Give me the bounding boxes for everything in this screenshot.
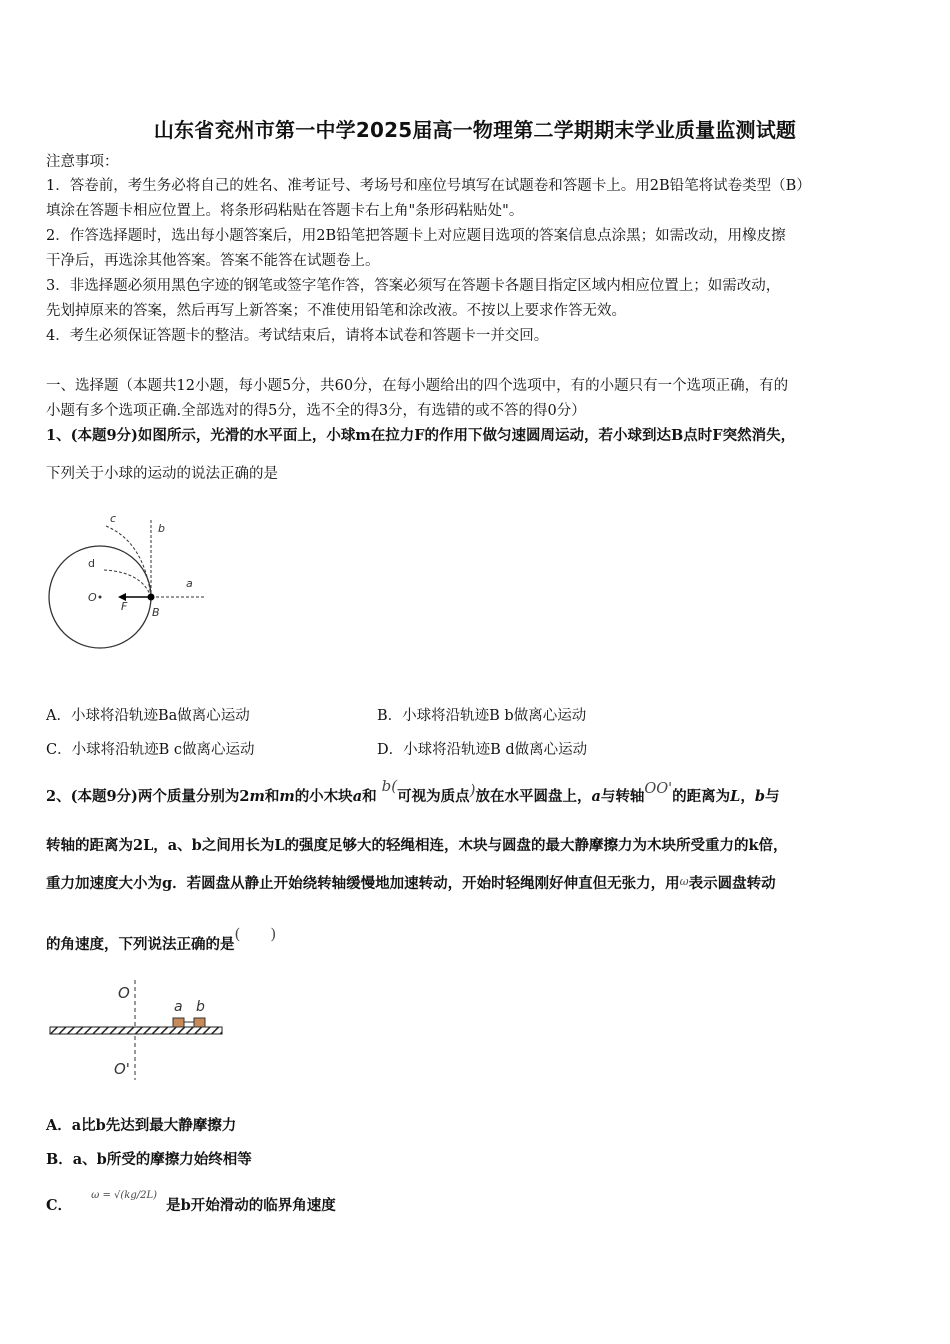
label-c: c [110, 512, 117, 525]
q2-var-m2: m [279, 788, 295, 805]
q2-text: 的距离为 [672, 788, 731, 805]
notes-line: 填涂在答题卡相应位置上。将条形码粘贴在答题卡右上角"条形码粘贴处"。 [46, 203, 524, 219]
trajectory-d [104, 570, 151, 597]
ball-m [148, 594, 155, 601]
block-b [194, 1018, 205, 1027]
label-F: F [121, 600, 128, 613]
label-d: d [88, 557, 95, 570]
q2-var-L: L [730, 788, 741, 805]
q2-option-c-prefix: C． [46, 1197, 73, 1214]
center-point [99, 596, 102, 599]
q2-close-paren: ) [469, 781, 476, 799]
q2-var-a2: a [591, 788, 601, 805]
q1-option-d[interactable]: D．小球将沿轨迹B d做离心运动 [377, 742, 588, 758]
question-1-figure [44, 512, 214, 657]
notes-line: 干净后，再选涂其他答案。答案不能答在试题卷上。 [46, 253, 380, 269]
q2-text: 的角速度，下列说法正确的是 [46, 936, 235, 953]
question-1-stem-cont: 下列关于小球的运动的说法正确的是 [46, 466, 278, 482]
q2-text: 和 [264, 788, 280, 805]
question-1-stem: 1、(本题9分)如图所示，光滑的水平面上，小球m在拉力F的作用下做匀速圆周运动，若小球到达B点时F突然消失， [46, 427, 796, 444]
label-b: b [158, 522, 165, 535]
q2-text: 和 [362, 788, 377, 805]
section-heading: 一、选择题（本题共12小题，每小题5分，共60分，在每小题给出的四个选项中，有的小题只有一个选项正确，有的 [46, 378, 789, 394]
label-O-top: O [118, 984, 130, 1002]
q2-option-b[interactable]: B．a、b所受的摩擦力始终相等 [46, 1151, 252, 1168]
label-O: O [88, 591, 97, 604]
q2-text: 的小木块 [294, 788, 353, 805]
q1-option-b[interactable]: B．小球将沿轨迹B b做离心运动 [377, 708, 587, 724]
question-2-stem-cont [46, 874, 776, 895]
notes-line: 3．非选择题必须用黑色字迹的钢笔或签字笔作答，答案必须写在答题卡各题目指定区域内相应位置上；如需改动， [46, 278, 781, 294]
notes-line: 先划掉原来的答案，然后再写上新答案；不准使用铅笔和涂改液。不按以上要求作答无效。 [46, 303, 626, 319]
label-a: a [186, 577, 193, 590]
notes-line: 2．作答选择题时，选出每小题答案后，用2B铅笔把答题卡上对应题目选项的答案信息点涂黑；如需改动，用橡皮擦 [46, 228, 786, 244]
q2-text: 可视为质点 [397, 788, 470, 805]
label-B: B [152, 606, 160, 619]
section-heading-cont: 小题有多个选项正确.全部选对的得5分，选不全的得3分，有选错的或不答的得0分） [46, 403, 586, 419]
q2-var-b: b [754, 788, 765, 805]
q2-text: 放在水平圆盘上， [475, 788, 592, 805]
disk [50, 1027, 222, 1034]
question-2-stem-cont: 转轴的距离为2L，a、b之间用长为L的强度足够大的轻绳相连，木块与圆盘的最大静摩擦力为木块所受重力的k倍， [46, 837, 788, 854]
q2-answer-bracket: ( ) [234, 925, 277, 943]
block-a [173, 1018, 184, 1027]
trajectory-c [106, 526, 151, 597]
label-b: b [196, 999, 205, 1015]
q1-option-a[interactable]: A．小球将沿轨迹Ba做离心运动 [46, 708, 250, 724]
notes-heading: 注意事项： [46, 154, 119, 170]
q2-text: 表示圆盘转动 [688, 875, 776, 892]
q2-text: ， [740, 788, 755, 805]
q2-option-c-suffix: 是b开始滑动的临界角速度 [166, 1197, 336, 1214]
q2-var-m: m [249, 788, 265, 805]
q2-text: 2、(本题9分)两个质量分别为2 [46, 788, 250, 805]
q1-option-c[interactable]: C．小球将沿轨迹B c做离心运动 [46, 742, 255, 758]
q2-option-a[interactable]: A．a比b先达到最大静摩擦力 [46, 1117, 237, 1134]
q2-text: 重力加速度大小为g．若圆盘从静止开始绕转轴缓慢地加速转动，开始时轻绳刚好伸直但无张力，用 [46, 875, 680, 892]
q2-text: 与转轴 [600, 788, 645, 805]
question-2-figure [46, 978, 231, 1083]
q2-math-omega: ω [679, 875, 689, 888]
q2-option-c-formula: ω = √(kg/2L) [91, 1190, 158, 1201]
question-2-stem-cont [46, 925, 277, 955]
q2-math-b: b( [381, 777, 398, 795]
q2-text: 与 [765, 788, 780, 805]
notes-line: 4．考生必须保证答题卡的整洁。考试结束后，请将本试卷和答题卡一并交回。 [46, 328, 549, 344]
q2-var-a: a [352, 788, 363, 805]
notes-line: 1．答卷前，考生务必将自己的姓名、准考证号、考场号和座位号填写在试题卷和答题卡上。用2B铅笔将试卷类型（B） [46, 178, 811, 194]
q2-math-oo: OO' [644, 781, 673, 797]
question-2-stem [46, 777, 780, 807]
label-a: a [174, 999, 183, 1015]
label-O-bottom: O' [114, 1060, 130, 1078]
page-title: 山东省兖州市第一中学2025届高一物理第二学期期末学业质量监测试题 [153, 118, 797, 142]
